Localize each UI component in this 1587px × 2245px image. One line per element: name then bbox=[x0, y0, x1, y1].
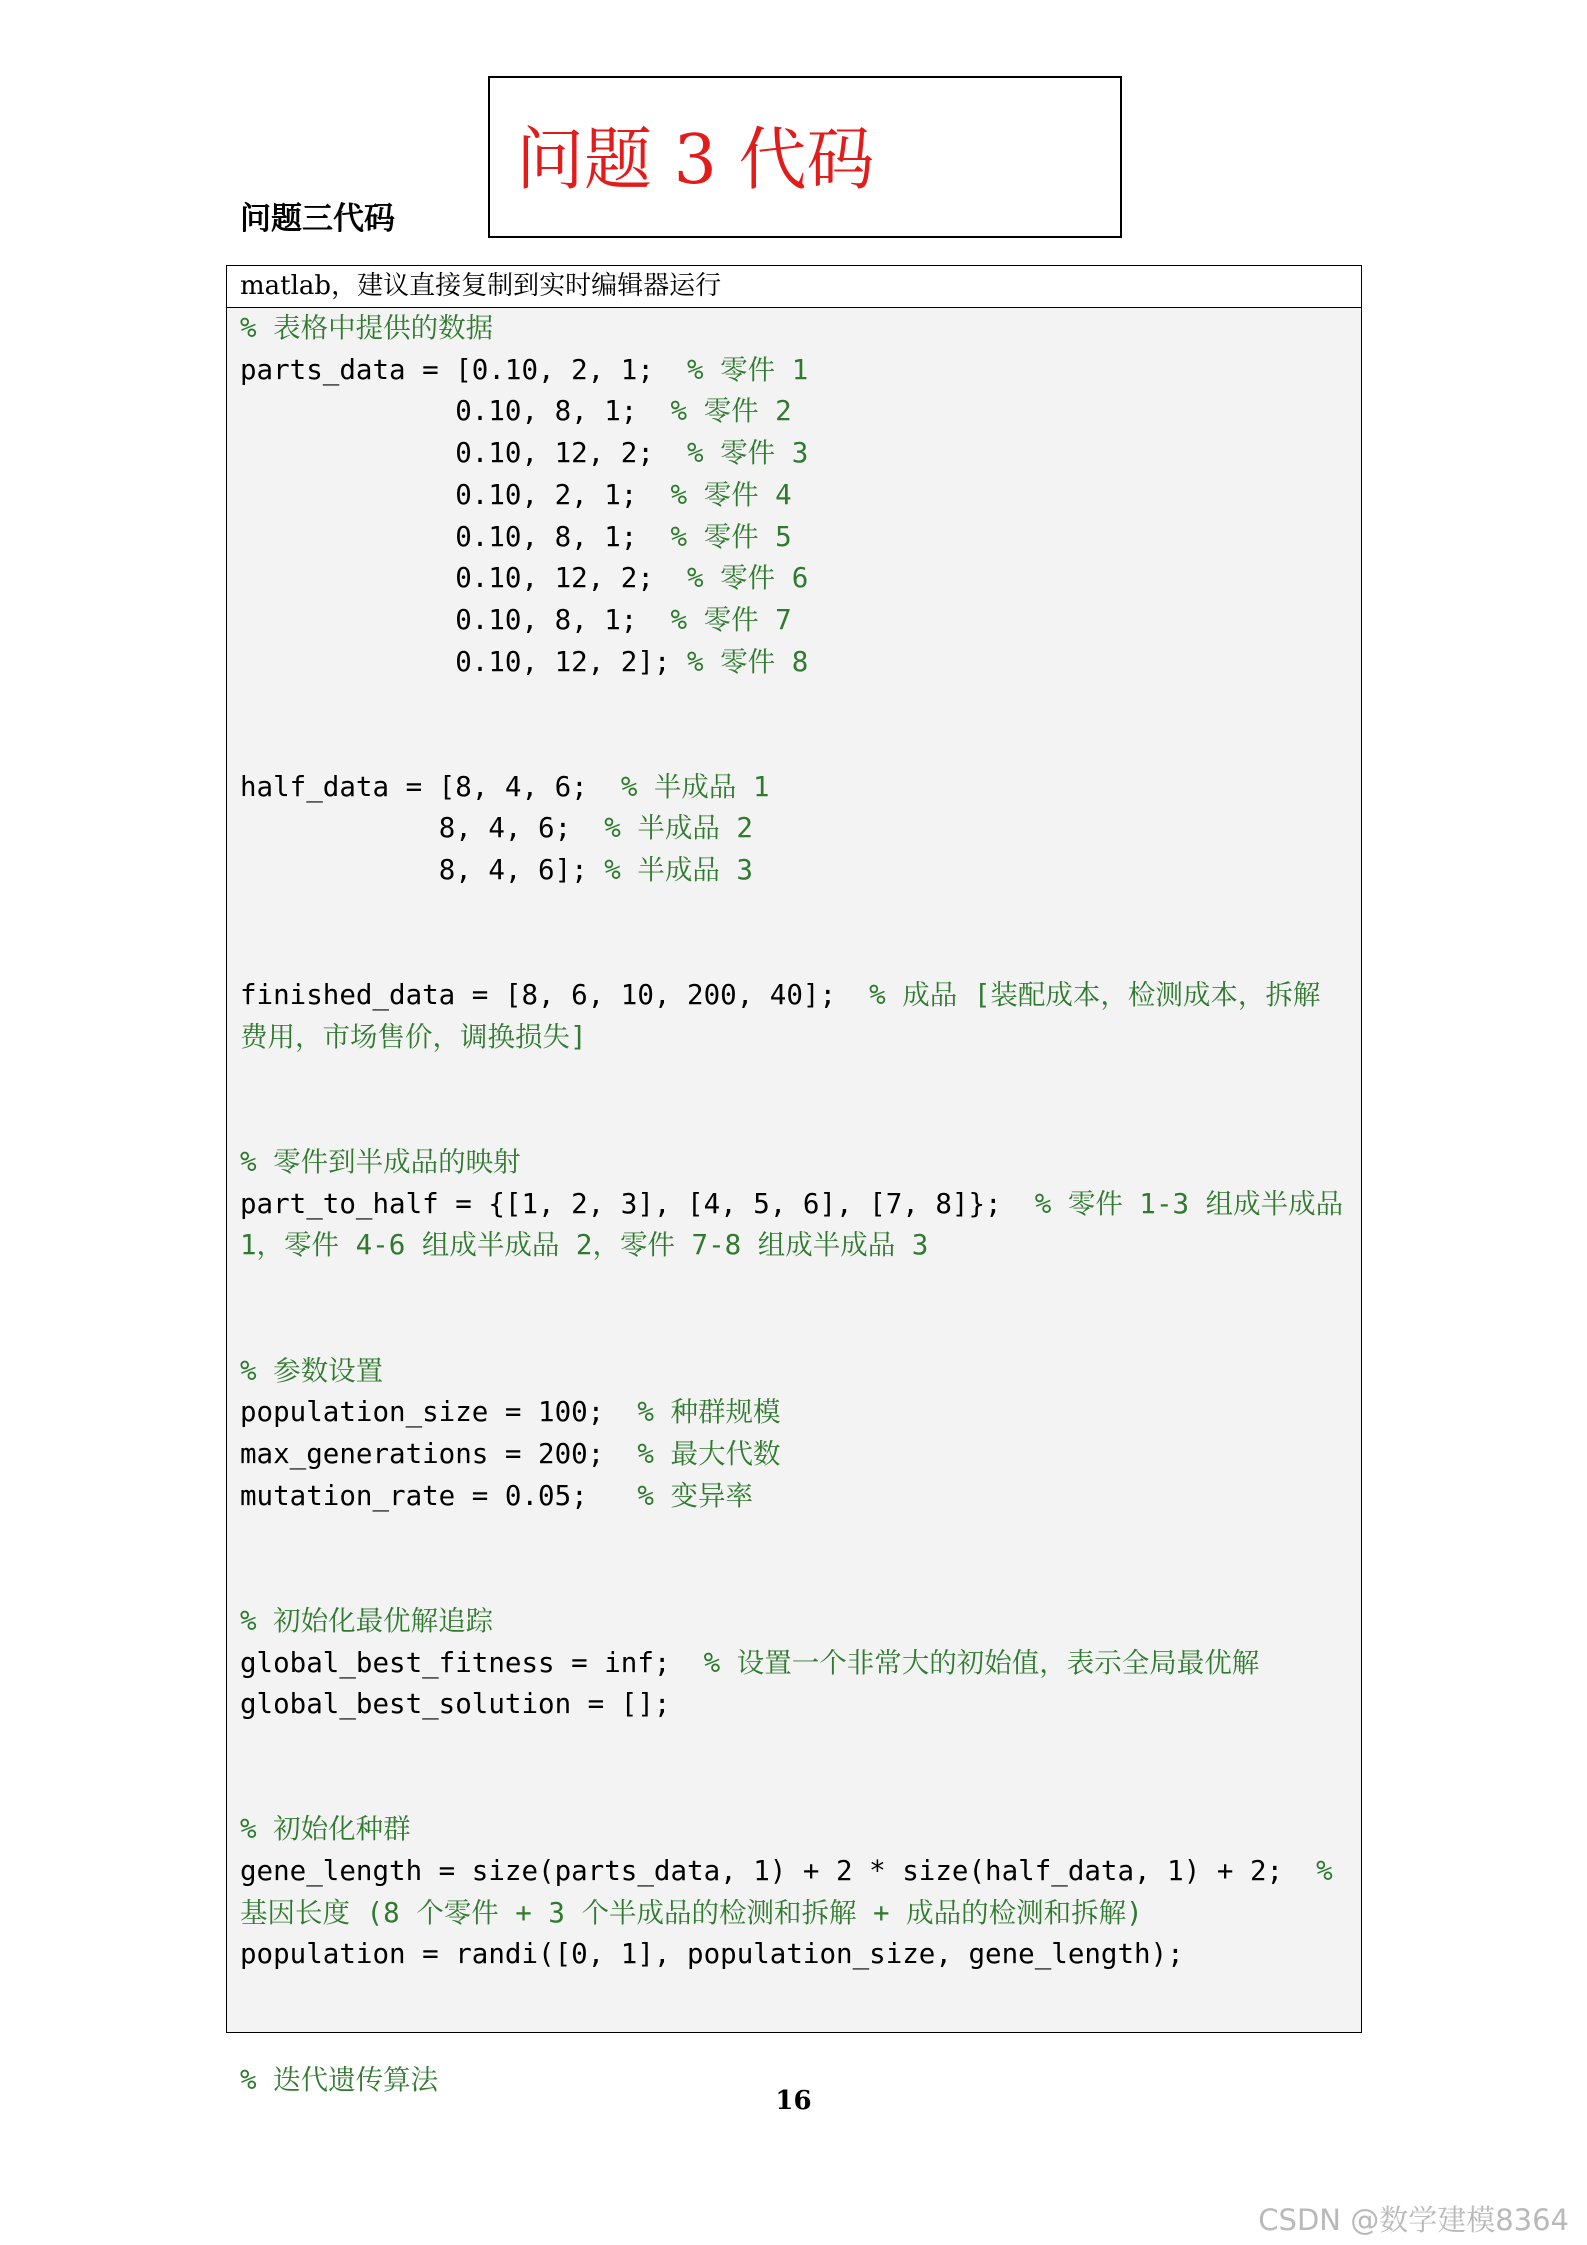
code-line bbox=[240, 1059, 1347, 1101]
code-line bbox=[240, 1267, 1347, 1309]
code-text: 0.10, 12, 2; bbox=[240, 437, 688, 470]
code-comment: % 半成品 2 bbox=[604, 812, 753, 845]
code-line bbox=[240, 1809, 1347, 1851]
code-text: gene_length = size(parts_data, 1) + 2 * size(half_data, 1) + 2; bbox=[240, 1855, 1317, 1888]
code-line bbox=[240, 1434, 1347, 1476]
code-line bbox=[240, 1351, 1347, 1393]
code-text: mutation_rate = 0.05; bbox=[240, 1479, 638, 1512]
code-text: max_generations = 200; bbox=[240, 1437, 638, 1470]
code-text: 0.10, 8, 1; bbox=[240, 520, 671, 553]
code-line bbox=[240, 1684, 1347, 1726]
code-line bbox=[240, 2018, 1347, 2060]
code-text: population = randi([0, 1], population_size, gene_length); bbox=[240, 1938, 1184, 1971]
code-comment: % 设置一个非常大的初始值，表示全局最优解 bbox=[703, 1646, 1260, 1679]
code-text: global_best_fitness = inf; bbox=[240, 1646, 704, 1679]
code-listing bbox=[240, 308, 1360, 2101]
code-text: 8, 4, 6]; bbox=[240, 854, 605, 887]
code-comment: % 参数设置 bbox=[240, 1354, 384, 1387]
section-heading: 问题三代码 bbox=[240, 201, 395, 237]
code-block bbox=[226, 265, 1362, 2096]
code-line bbox=[240, 850, 1347, 892]
code-comment: % 种群规模 bbox=[637, 1396, 781, 1429]
code-line bbox=[240, 642, 1347, 684]
code-block-header: matlab，建议直接复制到实时编辑器运行 bbox=[227, 266, 1361, 308]
code-line bbox=[240, 725, 1347, 767]
watermark: CSDN @数学建模8364 bbox=[1258, 2203, 1569, 2237]
code-comment: % 零件 1-3 组成半成品 1，零件 4-6 组成半成品 2，零件 7-8 组成半成品 3 bbox=[240, 1187, 1360, 1262]
page-number: 16 bbox=[775, 2086, 812, 2116]
code-line bbox=[240, 683, 1347, 725]
code-comment: % 零件 8 bbox=[687, 645, 809, 678]
code-line bbox=[240, 1184, 1360, 1267]
code-line bbox=[240, 1934, 1347, 1976]
code-text: 0.10, 8, 1; bbox=[240, 395, 671, 428]
code-line bbox=[240, 308, 1347, 350]
code-line bbox=[240, 1726, 1347, 1768]
code-line bbox=[240, 600, 1347, 642]
code-text: finished_data = [8, 6, 10, 200, 40]; bbox=[240, 979, 870, 1012]
code-text: part_to_half = {[1, 2, 3], [4, 5, 6], [7, 8]}; bbox=[240, 1187, 1035, 1220]
code-text: global_best_solution = []; bbox=[240, 1688, 671, 1721]
code-text: half_data = [8, 4, 6; bbox=[240, 770, 621, 803]
code-comment: % 初始化种群 bbox=[240, 1813, 411, 1846]
code-line bbox=[240, 934, 1347, 976]
title-stamp-box bbox=[488, 76, 1122, 238]
code-line bbox=[240, 1559, 1347, 1601]
code-comment: % 零件 4 bbox=[670, 478, 792, 511]
code-text: population_size = 100; bbox=[240, 1396, 638, 1429]
code-comment: % 零件 7 bbox=[670, 603, 792, 636]
code-line bbox=[240, 517, 1347, 559]
code-line bbox=[240, 433, 1347, 475]
code-comment: % 零件 5 bbox=[670, 520, 792, 553]
code-line bbox=[240, 767, 1347, 809]
code-comment: % 初始化最优解追踪 bbox=[240, 1604, 494, 1637]
code-text: 0.10, 12, 2; bbox=[240, 562, 688, 595]
title-stamp-label: 问题 3 代码 bbox=[516, 121, 875, 200]
code-text: 8, 4, 6; bbox=[240, 812, 605, 845]
code-line bbox=[240, 1517, 1347, 1559]
code-comment: % 零件 6 bbox=[687, 562, 809, 595]
code-line bbox=[240, 1643, 1347, 1685]
code-text: parts_data = [0.10, 2, 1; bbox=[240, 353, 688, 386]
code-line bbox=[240, 1100, 1347, 1142]
code-line bbox=[240, 1476, 1347, 1518]
code-line bbox=[240, 1392, 1347, 1434]
code-text: 0.10, 8, 1; bbox=[240, 603, 671, 636]
code-comment: % 表格中提供的数据 bbox=[240, 312, 494, 344]
code-comment: % 零件 3 bbox=[687, 437, 809, 470]
code-comment: % 零件 2 bbox=[670, 395, 792, 428]
code-text: 0.10, 2, 1; bbox=[240, 478, 671, 511]
code-line bbox=[240, 350, 1347, 392]
code-line bbox=[240, 1601, 1347, 1643]
code-line bbox=[240, 1309, 1347, 1351]
code-block-body bbox=[227, 308, 1361, 2096]
code-line bbox=[240, 975, 1347, 1058]
code-comment: % 零件到半成品的映射 bbox=[240, 1146, 521, 1179]
code-line bbox=[240, 892, 1347, 934]
code-comment: % 迭代遗传算法 bbox=[240, 2063, 439, 2096]
code-line bbox=[240, 808, 1347, 850]
code-text: 0.10, 12, 2]; bbox=[240, 645, 688, 678]
code-line bbox=[240, 558, 1347, 600]
code-line bbox=[240, 1768, 1347, 1810]
code-comment: % 最大代数 bbox=[637, 1437, 781, 1470]
code-comment: % 变异率 bbox=[637, 1479, 753, 1512]
code-comment: % 半成品 1 bbox=[620, 770, 770, 803]
code-line bbox=[240, 1851, 1350, 1934]
code-comment: % 成品 [装配成本，检测成本，拆解费用，市场售价，调换损失] bbox=[240, 979, 1321, 1053]
code-comment: % 基因长度 (8 个零件 + 3 个半成品的检测和拆解 + 成品的检测和拆解) bbox=[240, 1855, 1350, 1929]
code-comment: % 零件 1 bbox=[687, 353, 809, 386]
code-line bbox=[240, 1976, 1347, 2018]
code-line bbox=[240, 1142, 1347, 1184]
code-comment: % 半成品 3 bbox=[604, 854, 753, 887]
code-line bbox=[240, 391, 1347, 433]
code-line bbox=[240, 475, 1347, 517]
